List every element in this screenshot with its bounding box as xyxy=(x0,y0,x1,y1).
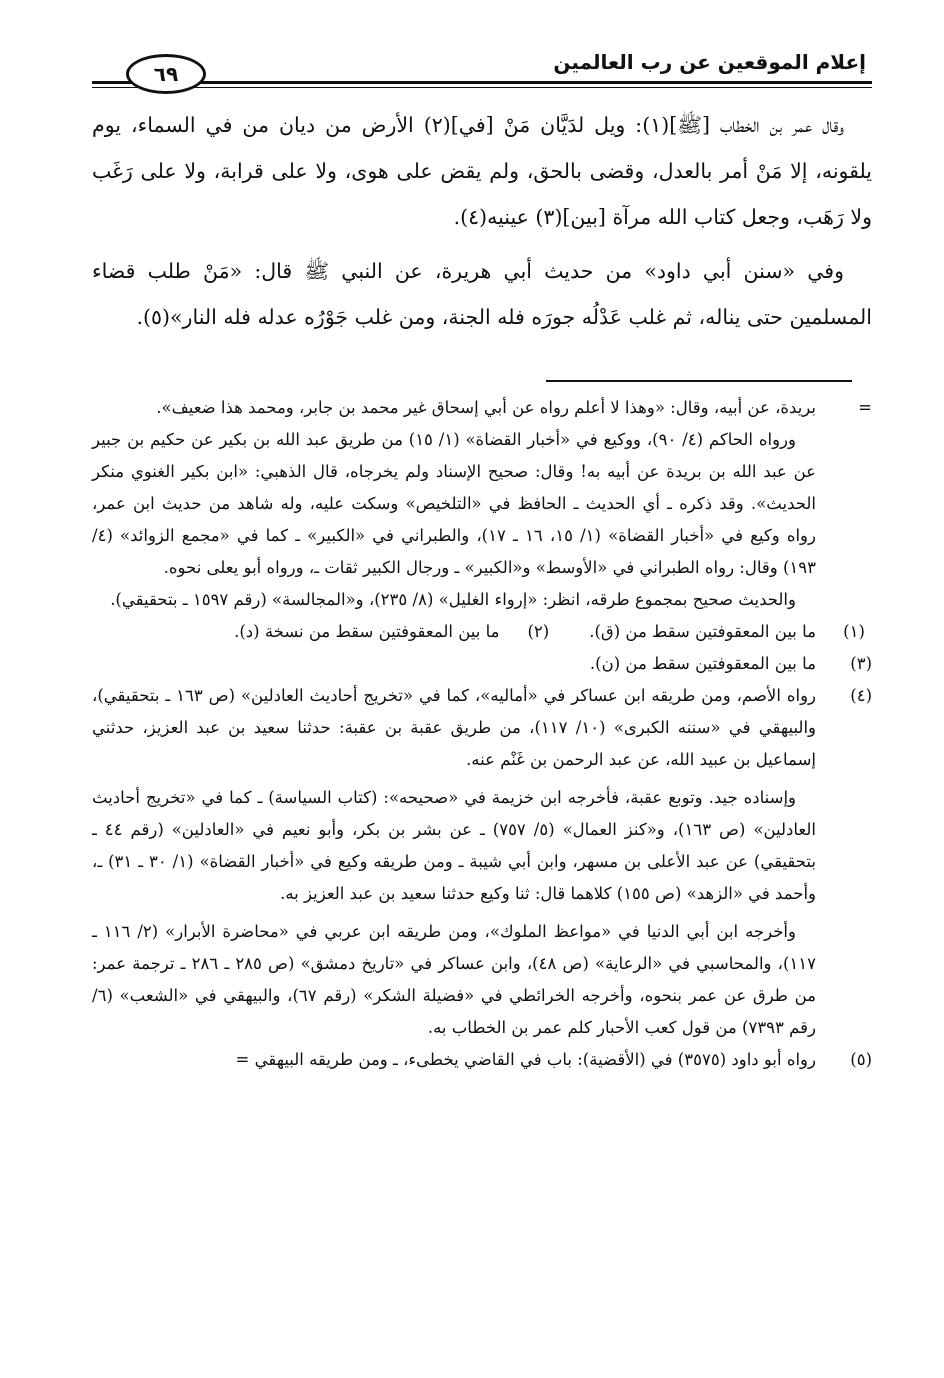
footnote-3 xyxy=(92,648,872,680)
footnote-text: رواه أبو داود (٣٥٧٥) في (الأقضية): باب في القاضي يخطىء، ـ ومن طريقه البيهقي = xyxy=(235,1050,816,1069)
footnote-4-paragraph-3: وأخرجه ابن أبي الدنيا في «مواعظ الملوك»، ومن طريقه ابن عربي في «محاضرة الأبرار» (٢/ ١١٦ ـ ١١٧)، والمحاسبي في «الرعاية» (ص ٤٨)، وابن عساكر في «تاريخ دمشق» (ص ٢٨٥ ـ ٢٨٦ ـ ترجمة عمر: من طرق عن عمر بنحوه، وأخرجه الخرائطي في «فضيلة الشكر» (رقم ٦٧)، والبيهقي في «الشعب» (٦/ رقم ٧٣٩٣) من قول كعب الأحبار كلم عمر بن الخطاب به. xyxy=(92,922,817,1037)
continuation-mark: = xyxy=(858,398,872,417)
footnote-text: بريدة، عن أبيه، وقال: «وهذا لا أعلم رواه عن أبي إسحاق غير محمد بن جابر، ومحمد هذا ضعيف». xyxy=(156,398,816,417)
footnote-1: ما بين المعقوفتين سقط من (ق). xyxy=(589,622,816,641)
footnote-5 xyxy=(92,1044,872,1076)
footnote-row-1-2 xyxy=(92,616,872,648)
footnote-4-paragraph-2: وإسناده جيد. وتوبع عقبة، فأخرجه ابن خزيمة في «صحيحه»: (كتاب السياسة) ـ كما في «تخريج أحاديث العادلين» (ص ١٦٣)، و«كنز العمال» (٥/ ٧٥٧) ـ عن بشر بن بكر، وأبو نعيم في «العادلين» (رقم ٤٤ ـ بتحقيقي) عن عبد الأعلى بن مسهر، وابن أبي شيبة ـ ومن طريقه وكيع في «أخبار القضاة» (١/ ٣٠ ـ ٣١) ـ، وأحمد في «الزهد» (ص ١٥٥) كلاهما قال: ثنا وكيع حدثنا سعيد بن عبد العزيز به. xyxy=(92,788,817,903)
header-rule-thick xyxy=(92,81,872,84)
footnote-mark-3: (٣) xyxy=(850,654,872,673)
footnote-continuation xyxy=(92,392,872,424)
page-number: ٦٩ xyxy=(126,54,206,94)
footnote-mark-4: (٤) xyxy=(850,686,872,705)
footnote-mark-5: (٥) xyxy=(850,1050,872,1069)
paragraph-umar-quote: وقال عمر بن الخطاب [ﷺ](١): ويل لدَيَّان مَنْ [في](٢) الأرض من ديان من في السماء، يوم يلقونه، إلا مَنْ أمر بالعدل، وقضى بالحق، ولم يقض على هوى، ولا على قرابة، ولا على رَغَب ولا رَهَب، وجعل كتاب الله مرآة [بين](٣) عينيه(٤). xyxy=(92,113,872,229)
header-rule-thin xyxy=(92,87,872,88)
footnote-separator xyxy=(546,380,852,382)
footnote-text: ما بين المعقوفتين سقط من (ن). xyxy=(589,654,816,673)
footnote-text: رواه الأصم، ومن طريقه ابن عساكر في «أماليه»، كما في «تخريج أحاديث العادلين» (ص ١٦٣ ـ بتحقيقي)، والبيهقي في «سننه الكبرى» (١٠/ ١١٧)، من طريق عقبة بن عقبة: حدثنا سعيد بن عبد العزيز، حدثني إسماعيل بن عبيد الله، عن عبد الرحمن بن غَنْم عنه. xyxy=(92,686,817,769)
page-header xyxy=(92,50,872,92)
footnote-mark-1: (١) xyxy=(843,622,865,641)
footnote-paragraph: والحديث صحيح بمجموع طرقه، انظر: «إرواء الغليل» (٨/ ٢٣٥)، و«المجالسة» (رقم ١٥٩٧ ـ بتحقيقي). xyxy=(110,590,796,609)
paragraph-abu-dawud-hadith: وفي «سنن أبي داود» من حديث أبي هريرة، عن النبي ﷺ قال: «مَنْ طلب قضاء المسلمين حتى يناله، ثم غلب عَدْلُه جورَه فله الجنة، ومن غلب جَوْرُه عدله فله النار»(٥). xyxy=(92,259,872,329)
footnote-2-group xyxy=(234,616,549,648)
footnote-2: ما بين المعقوفتين سقط من نسخة (د). xyxy=(234,622,500,641)
footnotes xyxy=(92,392,872,1076)
footnote-mark-2: (٢) xyxy=(527,622,550,641)
running-title: إعلام الموقعين عن رب العالمين xyxy=(553,50,866,74)
footnote-4 xyxy=(92,680,872,776)
footnote-paragraph: ورواه الحاكم (٤/ ٩٠)، ووكيع في «أخبار القضاة» (١/ ١٥) من طريق عبد الله بن بكير عن حكيم بن جبير عن عبد الله بن بريدة عن أبيه به! وقال: صحيح الإسناد ولم يخرجاه، قال الذهبي: «ابن بكير الغنوي منكر الحديث». وقد ذكره ـ أي الحديث ـ الحافظ في «التلخيص» وسكت عليه، وله شاهد من حديث ابن عمر، رواه وكيع في «أخبار القضاة» (١/ ١٥، ١٦ ـ ١٧)، والطبراني في «الكبير» ـ كما في «مجمع الزوائد» (٤/ ١٩٣) وقال: رواه الطبراني في «الأوسط» و«الكبير» ـ ورجال الكبير ثقات ـ، ورواه أبو يعلى نحوه. xyxy=(92,430,816,577)
main-text xyxy=(92,102,872,348)
